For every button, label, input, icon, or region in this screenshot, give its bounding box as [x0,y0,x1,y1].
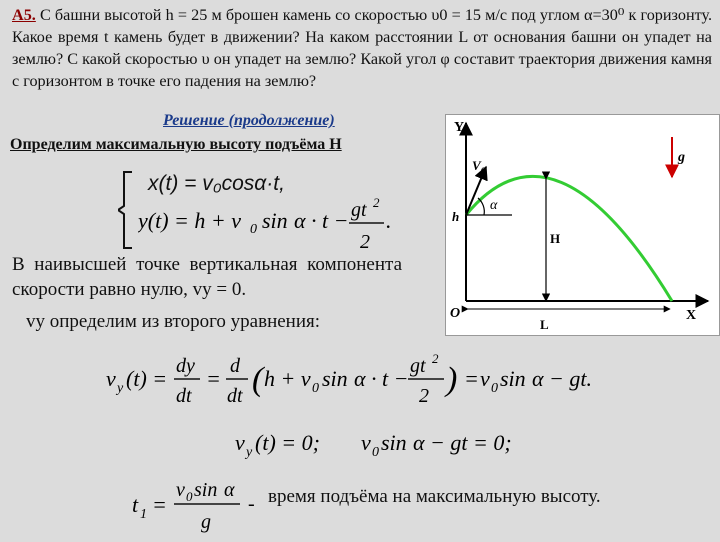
origin-label: O [450,306,461,321]
svg-text:d: d [230,355,240,377]
svg-text:2: 2 [360,231,370,253]
t1-formula [132,476,266,542]
t1-render [132,476,266,536]
svg-text:sin: sin [262,208,288,233]
max-height-heading: Определим максимальную высоту подъёма H [10,136,342,153]
svg-text:y: y [246,445,253,460]
svg-text:gt: gt [410,355,426,377]
svg-text:): ) [446,361,458,398]
svg-text:sin: sin [194,479,218,501]
svg-text:(: ( [252,361,264,398]
svg-text:α · t −: α · t − [294,208,349,233]
svg-text:α · t −: α · t − [354,366,409,391]
equation-y-render [138,196,398,254]
svg-text:.: . [386,208,392,233]
trajectory-curve [466,176,672,301]
svg-text:dt: dt [227,385,243,407]
svg-text:v: v [235,430,245,455]
svg-text:v: v [176,479,185,501]
svg-text:h + v: h + v [264,366,311,391]
svg-text:2: 2 [432,352,439,366]
velocity-label: $V_0$ [472,158,486,176]
svg-text:gt: gt [351,199,367,221]
vy-zero-equation [235,424,535,470]
svg-text:sin: sin [381,430,407,455]
derivation-vy [106,352,606,418]
svg-text:dy: dy [176,355,195,377]
t1-description: время подъёма на максимальную высоту. [268,486,601,507]
svg-text:=: = [152,492,167,517]
trajectory-diagram [445,114,720,336]
vy-zero-render [235,424,535,464]
svg-text:α − gt = 0;: α − gt = 0; [413,430,512,455]
svg-text:t: t [132,492,139,517]
svg-text:sin: sin [322,366,348,391]
tower-height-label: h [452,209,460,224]
problem-statement [12,4,712,92]
svg-text:y(t) = h + v: y(t) = h + v [138,208,241,233]
svg-text:(t) =: (t) = [126,366,168,391]
svg-text:0: 0 [312,381,319,396]
x-axis-label: X [686,308,697,323]
solution-subtitle: Решение (продолжение) [163,112,335,129]
svg-text:2: 2 [373,196,380,210]
paragraph-determine-vy: vy определим из второго уравнения: [26,311,321,332]
svg-text:dt: dt [176,385,192,407]
paragraph-vertical-component: В наивысшей точке вертикальная компонента скорости равно нулю, vy = 0. [12,254,402,300]
svg-text:-: - [248,493,255,515]
equation-x: x(t) = v₀cosα·t, [148,172,285,195]
svg-text:=: = [206,366,221,391]
problem-number: А5. [12,6,36,24]
svg-text:2: 2 [419,385,429,407]
svg-text:=: = [464,366,479,391]
svg-text:1: 1 [140,507,147,522]
svg-text:v: v [480,366,490,391]
svg-text:v: v [361,430,371,455]
svg-text:0: 0 [250,222,257,237]
svg-text:g: g [201,511,211,533]
svg-text:0: 0 [372,445,379,460]
equation-y [138,196,398,260]
y-axis-label: Y [454,120,465,135]
svg-text:α: α [224,479,235,501]
svg-text:(t) = 0;: (t) = 0; [255,430,320,455]
svg-text:α − gt.: α − gt. [532,366,593,391]
svg-text:y: y [117,381,124,396]
range-label: L [540,317,549,332]
derivation-render [106,352,606,412]
max-height-label: H [550,231,561,246]
svg-text:sin: sin [500,366,526,391]
svg-text:0: 0 [491,381,498,396]
svg-text:v: v [106,366,116,391]
problem-text: С башни высотой h = 25 м брошен камень со скоростью υ0 = 15 м/с под углом α=30⁰ к горизонту. Какое время t камень будет в движении? На каком расстоянии L от основания башни он упадет на землю? С какой скоростью υ он упадет на землю? Какой угол φ составит траектория движения камня с горизонтом в точке его падения на землю? [12,6,712,90]
gravity-label: g [678,150,685,165]
angle-label: α [490,198,498,213]
svg-text:0: 0 [186,489,193,504]
